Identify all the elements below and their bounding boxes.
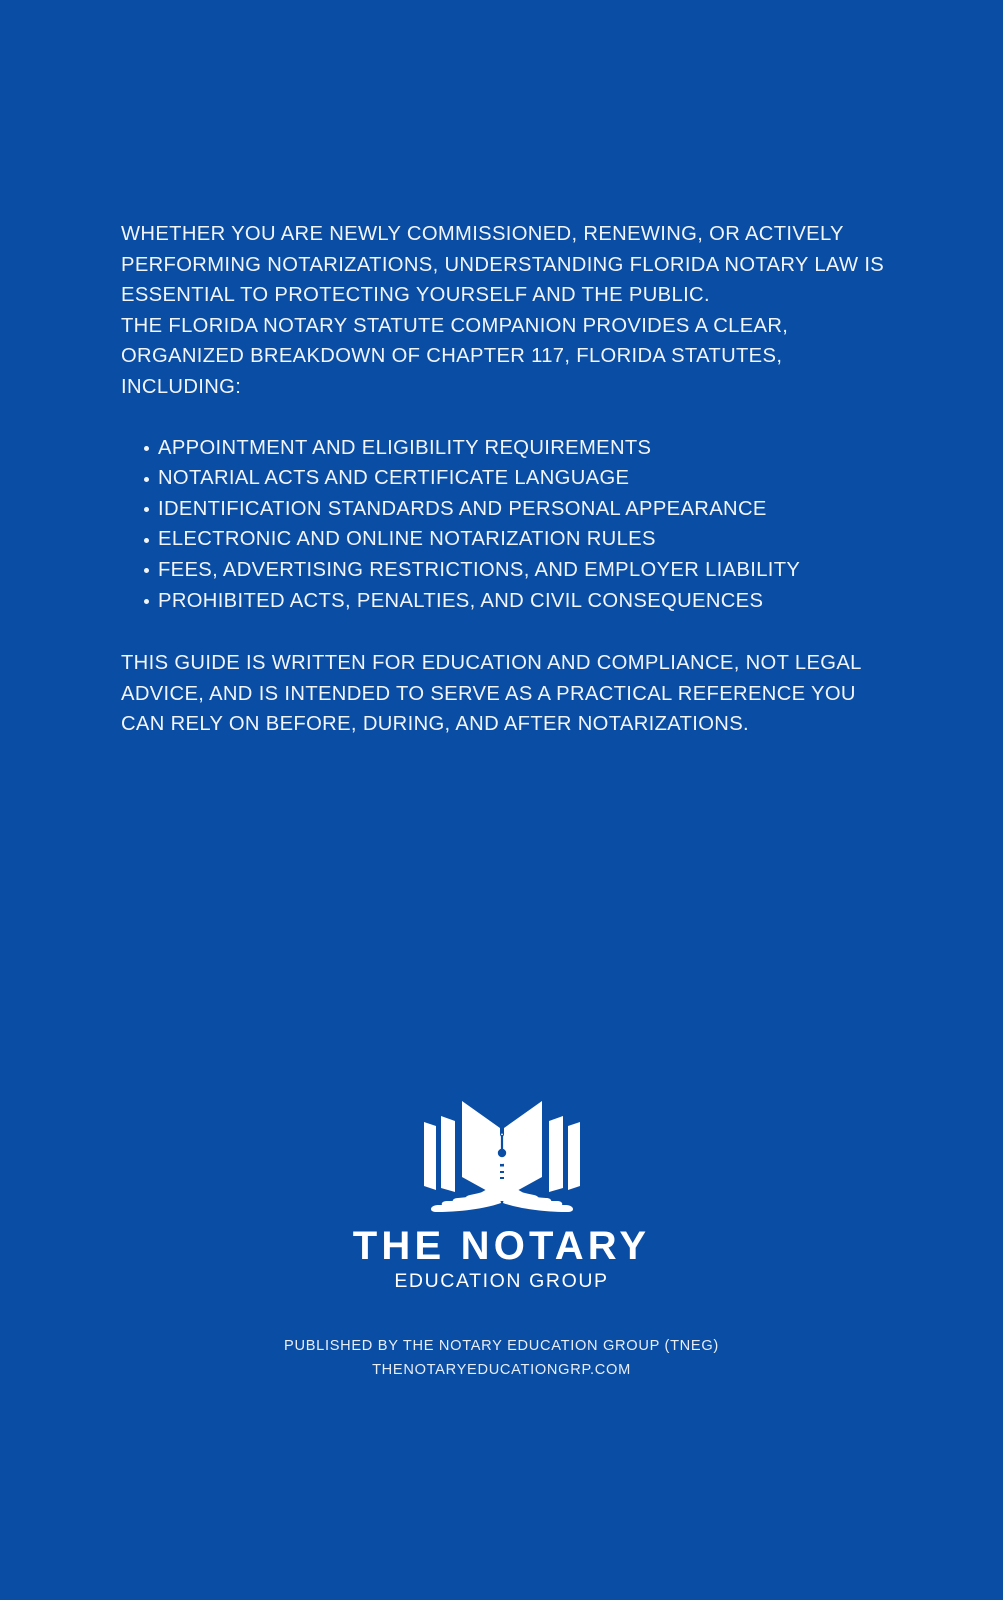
list-item: PROHIBITED ACTS, PENALTIES, AND CIVIL CONSEQUENCES xyxy=(121,586,887,617)
footer-website-line: THENOTARYEDUCATIONGRP.COM xyxy=(372,1362,631,1378)
logo-title: THE NOTARY xyxy=(352,1224,651,1268)
topics-bullet-list xyxy=(121,433,887,617)
footer-publisher-line: PUBLISHED BY THE NOTARY EDUCATION GROUP (TNEG) xyxy=(284,1338,719,1354)
intro-paragraph-2: THE FLORIDA NOTARY STATUTE COMPANION PROVIDES A CLEAR, ORGANIZED BREAKDOWN OF CHAPTER 117, FLORIDA STATUTES, INCLUDING: xyxy=(121,314,789,398)
list-item: NOTARIAL ACTS AND CERTIFICATE LANGUAGE xyxy=(121,463,887,494)
brand-logo xyxy=(0,1095,1003,1292)
list-item: ELECTRONIC AND ONLINE NOTARIZATION RULES xyxy=(121,524,887,555)
list-item: FEES, ADVERTISING RESTRICTIONS, AND EMPLOYER LIABILITY xyxy=(121,555,887,586)
closing-disclaimer-paragraph: THIS GUIDE IS WRITTEN FOR EDUCATION AND COMPLIANCE, NOT LEGAL ADVICE, AND IS INTENDED TO SERVE AS A PRACTICAL REFERENCE YOU CAN RELY ON BEFORE, DURING, AND AFTER NOTARIZATIONS. xyxy=(121,652,861,736)
intro-paragraph-1: WHETHER YOU ARE NEWLY COMMISSIONED, RENEWING, OR ACTIVELY PERFORMING NOTARIZATIONS, UNDERSTANDING FLORIDA NOTARY LAW IS ESSENTIAL TO PROTECTING YOURSELF AND THE PUBLIC. xyxy=(121,223,885,307)
footer xyxy=(0,1334,1003,1382)
open-book-with-pen-nib-icon xyxy=(414,1095,590,1213)
logo-subtitle: EDUCATION GROUP xyxy=(394,1270,609,1292)
list-item: IDENTIFICATION STANDARDS AND PERSONAL APPEARANCE xyxy=(121,494,887,525)
body-copy-block xyxy=(121,219,887,740)
list-item: APPOINTMENT AND ELIGIBILITY REQUIREMENTS xyxy=(121,433,887,464)
